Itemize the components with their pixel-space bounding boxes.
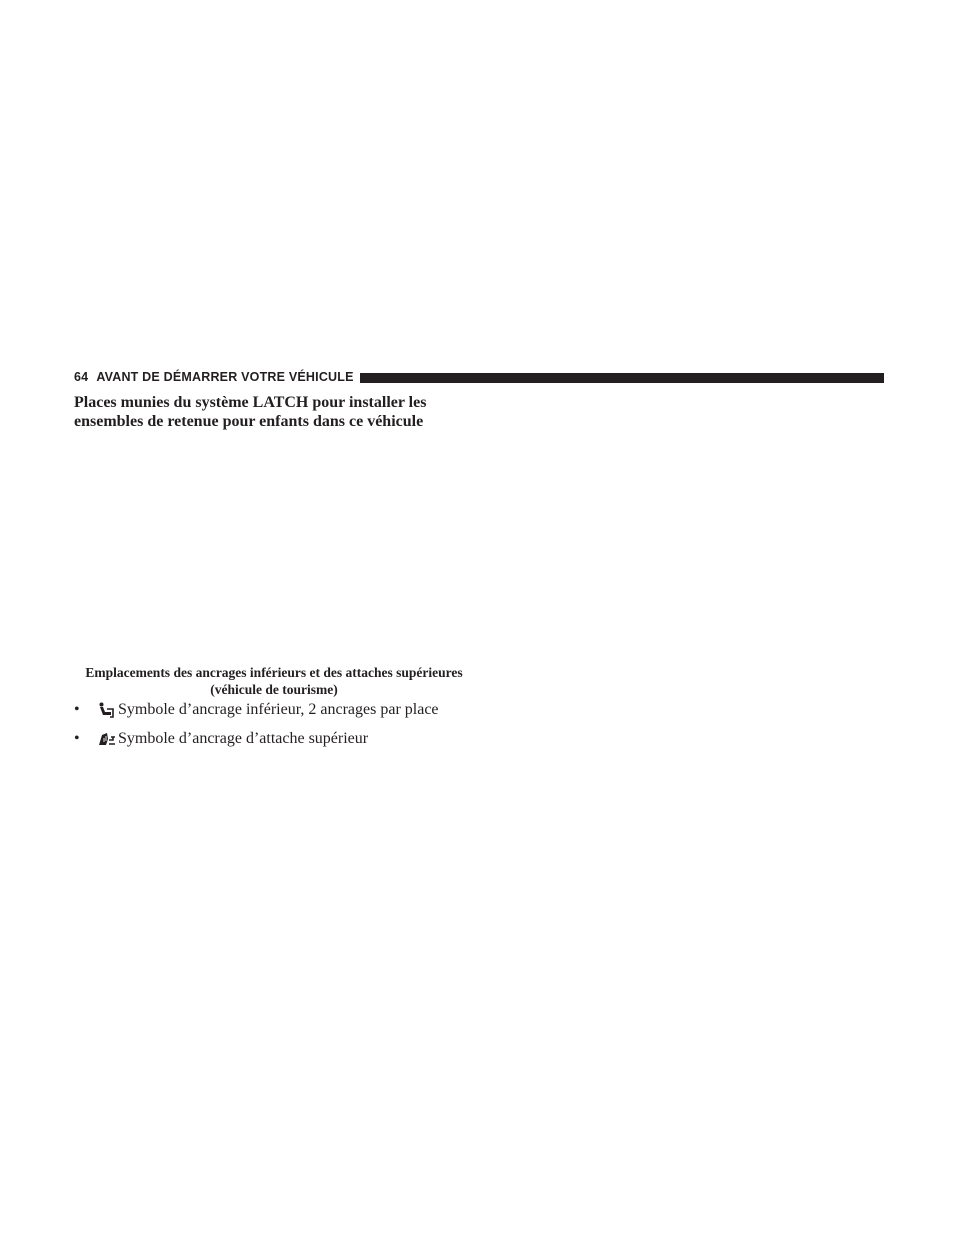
lower-anchor-symbol-icon xyxy=(98,702,116,718)
tether-anchor-symbol-icon xyxy=(98,731,116,747)
figure-area xyxy=(74,436,474,658)
subheading: Places munies du système LATCH pour installer les ensembles de retenue pour enfants dans ce véhicule xyxy=(74,394,427,430)
bullet-text: Symbole d’ancrage d’attache supérieur xyxy=(118,730,369,747)
bullet-icon: • xyxy=(74,730,80,747)
page-number: 64 xyxy=(74,370,89,384)
header-rule xyxy=(360,373,884,383)
bullet-icon: • xyxy=(74,701,80,718)
page-header xyxy=(74,368,884,386)
section-title: AVANT DE DÉMARRER VOTRE VÉHICULE xyxy=(96,370,354,384)
list-item xyxy=(74,729,494,749)
bullet-text: Symbole d’ancrage inférieur, 2 ancrages par place xyxy=(118,701,439,718)
figure-caption: Emplacements des ancrages inférieurs et des attaches supérieures (véhicule de tourisme) xyxy=(85,665,463,697)
list-item xyxy=(74,700,494,720)
symbol-list xyxy=(74,700,494,749)
